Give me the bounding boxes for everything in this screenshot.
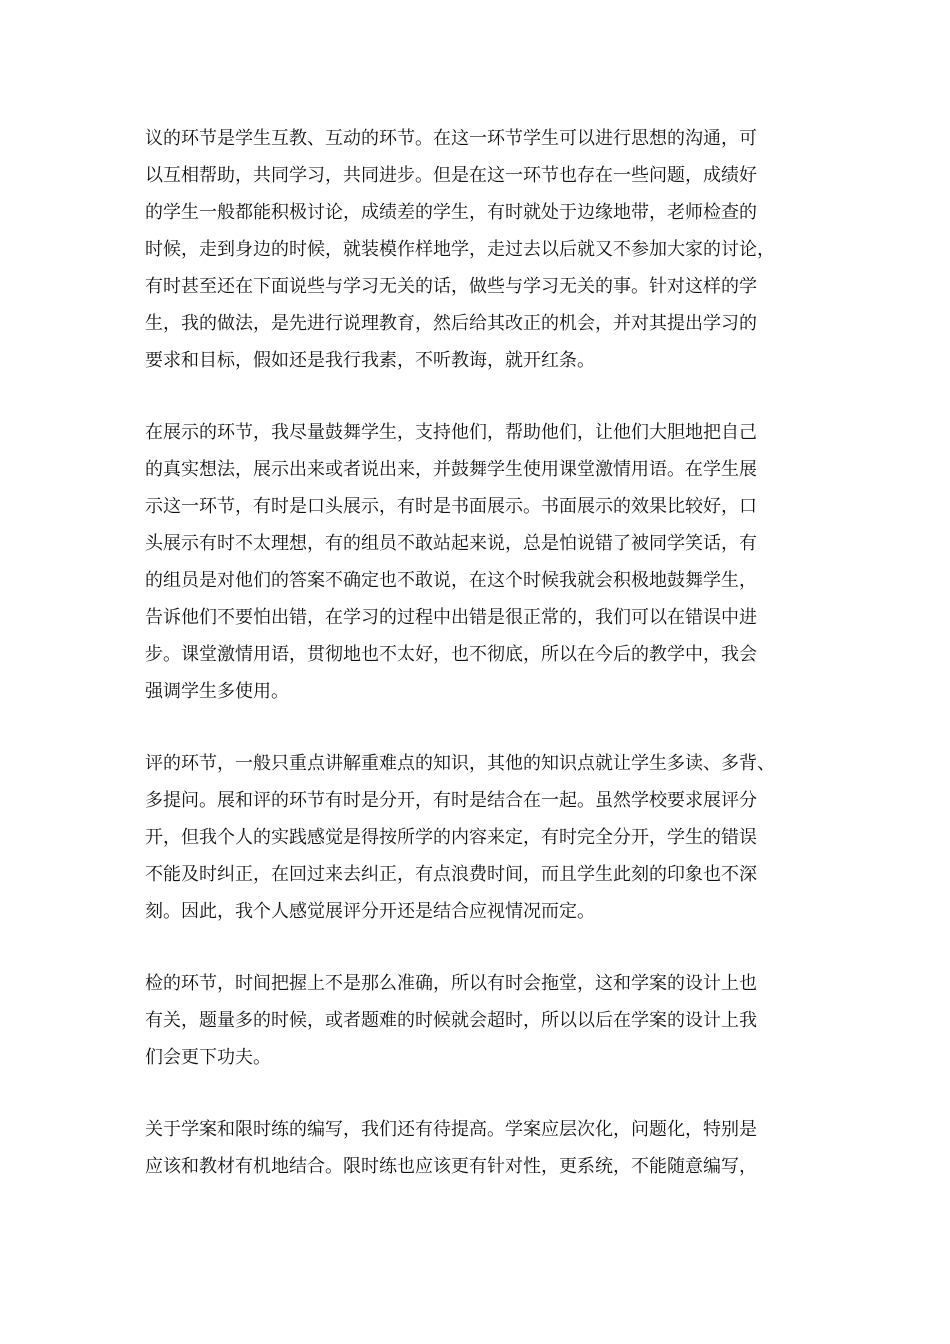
text-line: 检的环节，时间把握上不是那么准确，所以有时会拖堂，这和学案的设计上也: [145, 973, 757, 994]
text-line: 有时甚至还在下面说些与学习无关的话，做些与学习无关的事。针对这样的学: [145, 276, 757, 297]
text-line: 评的环节，一般只重点讲解重难点的知识，其他的知识点就让学生多读、多背、: [145, 753, 775, 774]
text-line: 的学生一般都能积极讨论，成绩差的学生，有时就处于边缘地带，老师检查的: [145, 202, 757, 223]
document-body: [145, 120, 815, 1220]
text-line: 们会更下功夫。: [145, 1047, 271, 1068]
text-line: 开，但我个人的实践感觉是得按所学的内容来定，有时完全分开，学生的错误: [145, 827, 757, 848]
text-line: 生，我的做法，是先进行说理教育，然后给其改正的机会，并对其提出学习的: [145, 313, 757, 334]
paragraph-2: [145, 414, 815, 710]
text-line: 步。课堂激情用语，贯彻地也不太好，也不彻底，所以在今后的教学中，我会: [145, 644, 757, 665]
text-line: 强调学生多使用。: [145, 681, 289, 702]
text-line: 要求和目标，假如还是我行我素，不听教诲，就开红条。: [145, 350, 595, 371]
text-line: 的组员是对他们的答案不确定也不敢说，在这个时候我就会积极地鼓舞学生，: [145, 570, 757, 591]
text-line: 刻。因此，我个人感觉展评分开还是结合应视情况而定。: [145, 901, 595, 922]
paragraph-4: [145, 965, 815, 1076]
text-line: 有关，题量多的时候，或者题难的时候就会超时，所以以后在学案的设计上我: [145, 1010, 757, 1031]
text-line: 议的环节是学生互教、互动的环节。在这一环节学生可以进行思想的沟通，可: [145, 128, 757, 149]
text-line: 多提问。展和评的环节有时是分开，有时是结合在一起。虽然学校要求展评分: [145, 790, 757, 811]
text-line: 示这一环节，有时是口头展示，有时是书面展示。书面展示的效果比较好，口: [145, 496, 757, 517]
text-line: 告诉他们不要怕出错，在学习的过程中出错是很正常的，我们可以在错误中进: [145, 607, 757, 628]
text-line: 头展示有时不太理想，有的组员不敢站起来说，总是怕说错了被同学笑话，有: [145, 533, 757, 554]
text-line: 的真实想法，展示出来或者说出来，并鼓舞学生使用课堂激情用语。在学生展: [145, 459, 757, 480]
text-line: 以互相帮助，共同学习，共同进步。但是在这一环节也存在一些问题，成绩好: [145, 165, 757, 186]
paragraph-3: [145, 745, 815, 930]
paragraph-5: [145, 1111, 815, 1185]
paragraph-1: [145, 120, 815, 379]
text-line: 在展示的环节，我尽量鼓舞学生，支持他们，帮助他们，让他们大胆地把自己: [145, 422, 757, 443]
text-line: 应该和教材有机地结合。限时练也应该更有针对性，更系统，不能随意编写，: [145, 1156, 757, 1177]
text-line: 不能及时纠正，在回过来去纠正，有点浪费时间，而且学生此刻的印象也不深: [145, 864, 757, 885]
text-line: 关于学案和限时练的编写，我们还有待提高。学案应层次化，问题化，特别是: [145, 1119, 757, 1140]
text-line: 时候，走到身边的时候，就装模作样地学，走过去以后就又不参加大家的讨论，: [145, 239, 775, 260]
